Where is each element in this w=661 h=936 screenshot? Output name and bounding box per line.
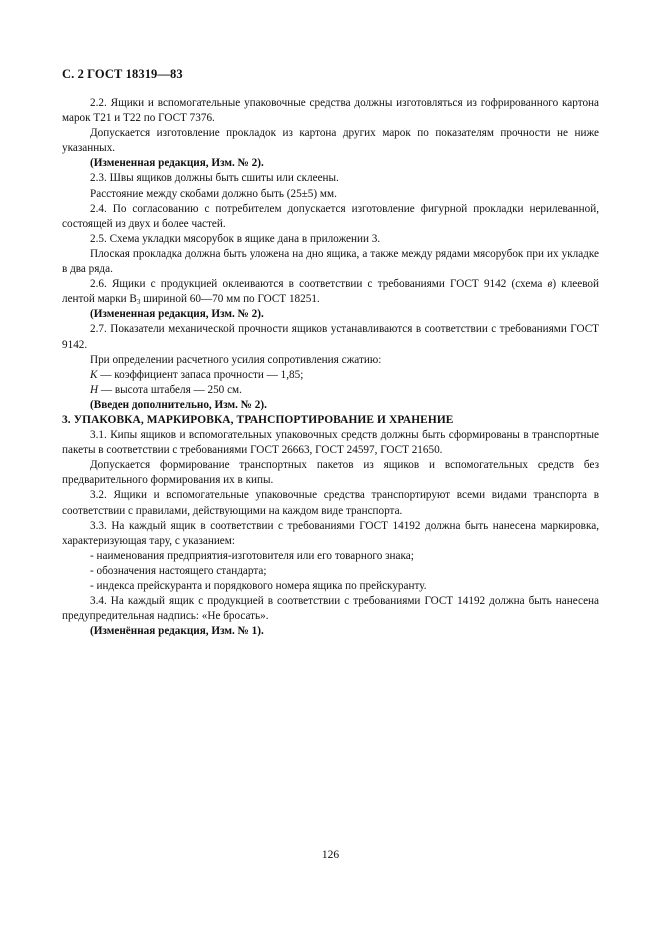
paragraph-2-3: 2.3. Швы ящиков должны быть сшиты или склеены.: [90, 172, 339, 185]
amendment-note-4: (Изменённая редакция, Изм. № 1).: [90, 625, 264, 638]
paragraph-2-4: 2.4. По согласованию с потребителем допускается изготовление фигурной прокладки нерилеванной, состоящей из двух и более частей.: [62, 202, 599, 230]
page-number: 126: [321, 849, 340, 861]
paragraph-2-5: 2.5. Схема укладки мясорубок в ящике дана в приложении 3.: [90, 232, 381, 245]
marking-list: [62, 549, 599, 594]
list-item: - индекса прейскуранта и порядкового номера ящика по прейскуранту.: [90, 580, 427, 592]
paragraph-2-6: [62, 277, 599, 307]
tape-grade-subscript: 3: [136, 298, 141, 307]
paragraph-3-1-note: Допускается формирование транспортных пакетов из ящиков и вспомогательных средств без предварительного формирования их в кипы.: [62, 459, 599, 487]
list-item: - наименования предприятия-изготовителя или его товарного знака;: [90, 549, 414, 562]
page-header: С. 2 ГОСТ 18319—83: [62, 67, 183, 81]
h-text: — высота штабеля — 250 см.: [98, 383, 242, 396]
paragraph-2-6-text-d: шириной 60—70 мм по ГОСТ 18251.: [140, 293, 320, 306]
paragraph-2-6-text-c: ) клеевой лентой марки В: [62, 278, 599, 306]
paragraph-3-2: 3.2. Ящики и вспомогательные упаковочные средства транспортируют всеми видами транспорта в соответствии с правилами, действующими на каждом виде транспорта.: [62, 489, 599, 517]
paragraph-2-3-note: Расстояние между скобами должно быть (25±5) мм.: [90, 187, 337, 200]
paragraph-2-2: 2.2. Ящики и вспомогательные упаковочные средства должны изготовляться из гофрированного картона марок Т21 и Т22 по ГОСТ 7376.: [62, 97, 599, 125]
document-body: [62, 96, 599, 639]
paragraph-2-7-note: При определении расчетного усилия сопротивления сжатию:: [90, 353, 382, 366]
paragraph-2-5-note: Плоская прокладка должна быть уложена на дно ящика, а также между рядами мясорубок при их укладке в два ряда.: [62, 247, 599, 276]
paragraph-2-2-note: Допускается изготовление прокладок из картона других марок по показателям прочности не ниже указанных.: [62, 127, 599, 155]
formula-h-definition: [62, 383, 599, 398]
paragraph-2-7: 2.7. Показатели механической прочности ящиков устанавливаются в соответствии с требованиями ГОСТ 9142.: [62, 323, 599, 351]
k-symbol: K: [90, 368, 98, 381]
paragraph-3-1: 3.1. Кипы ящиков и вспомогательных упаковочных средств должны быть сформированы в транспортные пакеты в соответствии с требованиями ГОСТ 26663, ГОСТ 24597, ГОСТ 21650.: [62, 429, 599, 457]
list-item: - обозначения настоящего стандарта;: [90, 564, 267, 577]
amendment-note-2: (Измененная редакция, Изм. № 2).: [90, 308, 264, 321]
formula-k-definition: [62, 368, 599, 383]
scheme-letter: в: [547, 278, 553, 291]
amendment-note-3: (Введен дополнительно, Изм. № 2).: [90, 398, 267, 411]
paragraph-2-6-text-a: 2.6. Ящики с продукцией оклеиваются в соответствии с требованиями ГОСТ 9142 (схема: [90, 278, 543, 291]
paragraph-3-3: 3.3. На каждый ящик в соответствии с требованиями ГОСТ 14192 должна быть нанесена маркировка, характеризующая тару, с указанием:: [62, 519, 599, 547]
section-3-heading: 3. УПАКОВКА, МАРКИРОВКА, ТРАНСПОРТИРОВАНИЕ И ХРАНЕНИЕ: [62, 413, 454, 426]
amendment-note-1: (Измененная редакция, Изм. № 2).: [90, 157, 264, 170]
k-text: — коэффициент запаса прочности — 1,85;: [97, 368, 304, 381]
paragraph-3-4: 3.4. На каждый ящик с продукцией в соответствии с требованиями ГОСТ 14192 должна быть нанесена предупредительная надпись: «Не бросать».: [62, 595, 599, 623]
h-symbol: H: [90, 383, 99, 396]
